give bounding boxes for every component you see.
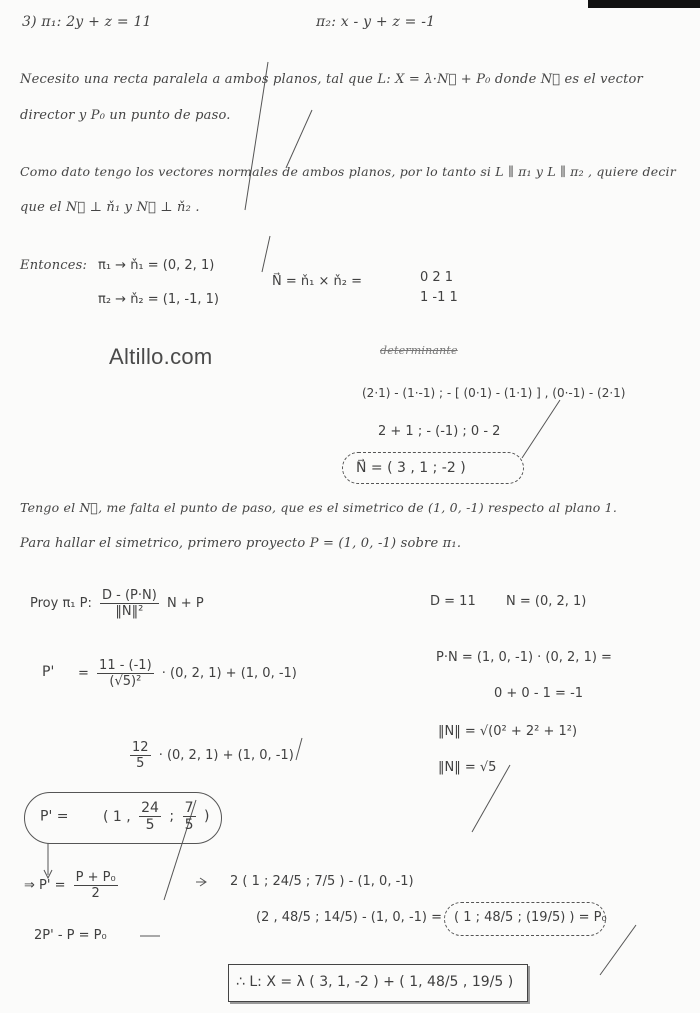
projection-fraction bbox=[100, 588, 159, 619]
struck-word: determinante bbox=[380, 344, 458, 357]
watermark-text: Altillo.com bbox=[109, 344, 213, 369]
plane2-header: π₂: x - y + z = -1 bbox=[316, 14, 436, 30]
p0-result: ( 1 ; 48/5 ; (19/5) ) = P₀ bbox=[454, 910, 607, 925]
final-answer: ∴ L: X = λ ( 3, 1, -2 ) + ( 1, 48/5 , 19/5 ) bbox=[236, 974, 514, 990]
symmetric-calc-2: (2 , 48/5 ; 14/5) - (1, 0, -1) = bbox=[256, 910, 442, 925]
calc1-denominator: (√5)² bbox=[109, 674, 142, 689]
projection-label: Proy π₁ P: bbox=[30, 596, 92, 611]
intro-line-1: Necesito una recta paralela a ambos planos, tal que L: X = λ·N⃗ + P₀ donde N⃗ es el vector bbox=[20, 72, 643, 87]
midpoint-fraction bbox=[74, 870, 118, 901]
calc2-fraction bbox=[130, 740, 151, 771]
projection-numerator: D - (P·N) bbox=[101, 588, 157, 603]
p-prime-prefix: P' = bbox=[40, 808, 69, 825]
matrix-row-1: 0 2 1 bbox=[420, 270, 454, 285]
intro-line-2: director y P₀ un punto de paso. bbox=[20, 108, 231, 123]
calc1-fraction bbox=[97, 658, 154, 689]
p-prime-z-fraction bbox=[183, 800, 196, 833]
n-value: N = (0, 2, 1) bbox=[506, 594, 587, 609]
p-prime-y-fraction bbox=[139, 800, 161, 833]
midpoint-label: ⇒ P' = bbox=[24, 878, 66, 893]
normal-vector-result: N⃗ = ( 3 , 1 ; -2 ) bbox=[356, 460, 466, 476]
matrix-row-2: 1 -1 1 bbox=[420, 290, 458, 305]
cross-step-2: 2 + 1 ; - (-1) ; 0 - 2 bbox=[378, 424, 501, 439]
d-value: D = 11 bbox=[430, 594, 476, 609]
p-prime-z-den: 5 bbox=[184, 817, 194, 833]
reasoning-line-1: Como dato tengo los vectores normales de ambos planos, por lo tanto si L ∥ π₁ y L ∥ π₂ , quiere decir bbox=[20, 164, 676, 179]
point-step-line-1: Tengo el N⃗, me falta el punto de paso, que es el simetrico de (1, 0, -1) respecto al plano 1. bbox=[20, 500, 617, 515]
p-prime-result: P' = ( 1 , $\frac{24}{5}$ ; $\frac{7}{5}$ ) bbox=[40, 800, 210, 833]
normal-1: π₁ → ň₁ = (0, 2, 1) bbox=[98, 258, 215, 273]
projection-tail: N + P bbox=[166, 596, 204, 611]
normals-label: Entonces: bbox=[20, 258, 88, 273]
calc2-tail: · (0, 2, 1) + (1, 0, -1) bbox=[158, 748, 294, 763]
cross-step-1: (2·1) - (1·-1) ; - [ (0·1) - (1·1) ] , (0·-1) - (2·1) bbox=[362, 386, 626, 400]
inverse-formula: 2P' - P = P₀ bbox=[34, 928, 107, 943]
cross-product-eq: N⃗ = ň₁ × ň₂ = bbox=[272, 274, 362, 289]
calc1-numerator: 11 - (-1) bbox=[99, 658, 152, 673]
dot-product-label: P·N = (1, 0, -1) · (0, 2, 1) = bbox=[436, 650, 612, 665]
p-prime-z-num: 7 bbox=[184, 800, 194, 816]
p-prime-label: P' bbox=[42, 664, 55, 680]
p-prime-open: ( 1 , bbox=[102, 808, 131, 825]
calc1-tail: · (0, 2, 1) + (1, 0, -1) bbox=[161, 666, 297, 681]
projection-calc-2 bbox=[126, 740, 294, 771]
norm-equation: ‖N‖ = √(0² + 2² + 1²) bbox=[438, 724, 578, 739]
problem-header: 3) π₁: 2y + z = 11 bbox=[22, 14, 152, 30]
dot-product-value: 0 + 0 - 1 = -1 bbox=[494, 686, 584, 701]
midpoint-denominator: 2 bbox=[91, 886, 100, 901]
p-prime-close: ) bbox=[203, 808, 210, 825]
projection-denominator: ‖N‖² bbox=[115, 604, 144, 619]
eq-sign: = bbox=[78, 666, 89, 681]
projection-calc-1 bbox=[78, 658, 297, 689]
calc2-denominator: 5 bbox=[136, 756, 145, 771]
projection-formula bbox=[30, 588, 204, 619]
symmetric-calc-1: 2 ( 1 ; 24/5 ; 7/5 ) - (1, 0, -1) bbox=[230, 874, 414, 889]
p-prime-y-num: 24 bbox=[141, 800, 159, 816]
calc2-numerator: 12 bbox=[132, 740, 149, 755]
p-prime-y-den: 5 bbox=[145, 817, 155, 833]
midpoint-numerator: P + P₀ bbox=[75, 870, 116, 885]
reasoning-line-2: que el N⃗ ⊥ ň₁ y N⃗ ⊥ ň₂ . bbox=[20, 200, 200, 215]
norm-value: ‖N‖ = √5 bbox=[438, 760, 497, 775]
normal-2: π₂ → ň₂ = (1, -1, 1) bbox=[98, 292, 219, 307]
midpoint-formula bbox=[24, 870, 122, 901]
point-step-line-2: Para hallar el simetrico, primero proyecto P = (1, 0, -1) sobre π₁. bbox=[20, 536, 462, 551]
